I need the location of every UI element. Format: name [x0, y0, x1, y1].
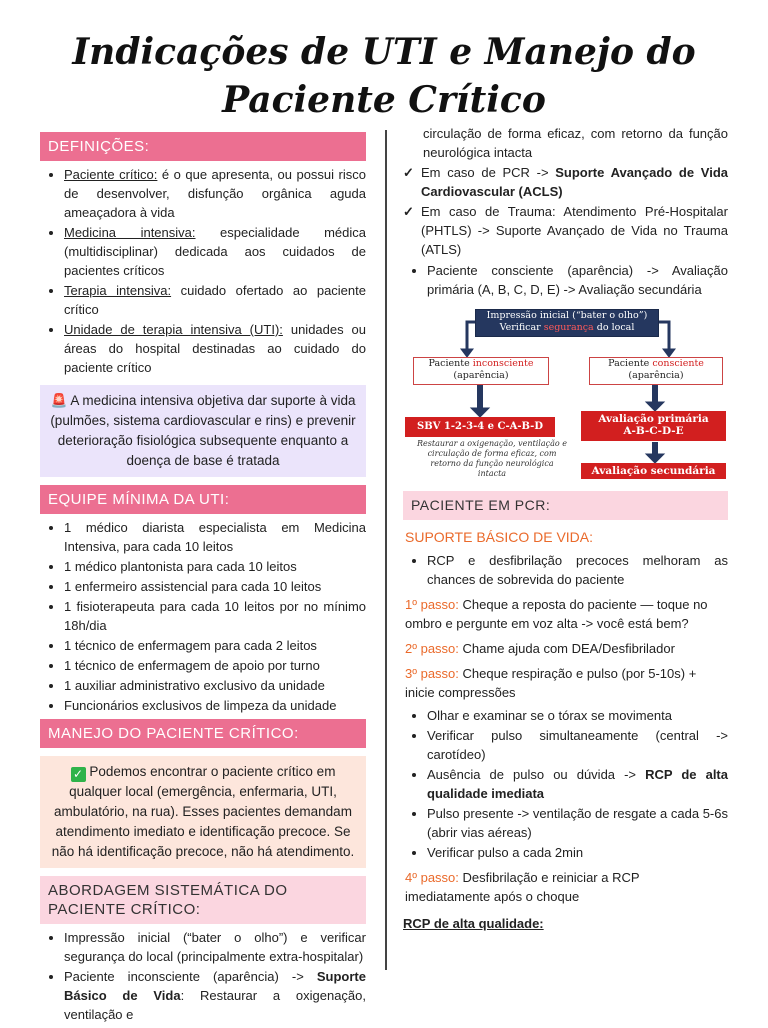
check-item-pcr [403, 163, 728, 201]
definicao-term: Medicina intensiva: [64, 225, 196, 240]
flow-avaliacao-primaria-line1: Avaliação primária [598, 413, 709, 425]
equipe-item: • 1 enfermeiro assistencial para cada 10 leitos [64, 577, 366, 596]
flow-seguranca: segurança [543, 322, 594, 333]
definicao-text: é o que apresenta, ou possui risco de desenvolver, disfunção orgânica aguda ameaçadora à vida [64, 167, 366, 220]
definicao-text: especialidade médica (multidisciplinar) dedicada aos cuidados de pacientes críticos [64, 225, 366, 278]
siren-icon: 🚨 [50, 393, 68, 408]
right-column [403, 124, 728, 933]
equipe-item: • 1 técnico de enfermagem para cada 2 leitos [64, 636, 366, 655]
definicao-item [64, 320, 366, 377]
equipe-item: • 1 técnico de enfermagem de apoio por turno [64, 656, 366, 675]
step-3-item [427, 765, 728, 803]
abordagem-sbv: Suporte Básico de Vida [64, 969, 366, 1003]
definicao-item [64, 281, 366, 319]
flow-consciente-line2: (aparência) [628, 370, 684, 381]
step-2 [405, 639, 728, 658]
flow-inconsciente-word: inconsciente [472, 358, 534, 369]
consciente-item: • Paciente consciente (aparência) -> Avaliação primária (A, B, C, D, E) -> Avaliação secundária [427, 261, 728, 299]
title-line-2: Paciente Crítico [222, 79, 546, 121]
equipe-item: • 1 auxiliar administrativo exclusivo da unidade [64, 676, 366, 695]
sbv-item: • RCP e desfibrilação precoces melhoram as chances de sobrevida do paciente [427, 551, 728, 589]
step-1-label: 1º passo: [405, 597, 459, 612]
step-4-text: Desfibrilação e reiniciar a RCP imediatamente após o choque [405, 870, 640, 904]
flow-sbv-label: SBV 1-2-3-4 e C-A-B-D [416, 421, 543, 432]
flow-sbv-box [405, 417, 555, 437]
flow-avaliacao-primaria-line2: A-B-C-D-E [623, 425, 684, 437]
flow-avaliacao-secundaria-box [581, 463, 726, 479]
abordagem-text: Paciente inconsciente (aparência) -> [64, 969, 317, 984]
flow-consciente-line1 [590, 358, 722, 370]
equipe-item: • Funcionários exclusivos de limpeza da unidade [64, 696, 366, 715]
sbv-title: SUPORTE BÁSICO DE VIDA: [405, 529, 594, 545]
flow-inconsciente-box [413, 357, 549, 385]
flow-impressao-line1: Impressão inicial (“bater o olho”) [486, 310, 648, 321]
title-line-1: Indicações de UTI e Manejo do [72, 31, 696, 73]
consciente-list [403, 261, 728, 299]
check-list [403, 163, 728, 259]
step-1-text: Cheque a reposta do paciente — toque no ombro e pergunte em voz alta -> você está bem? [405, 597, 708, 631]
left-column [40, 132, 366, 1028]
manejo-header: MANEJO DO PACIENTE CRÍTICO: [40, 719, 366, 748]
manejo-box [40, 756, 366, 868]
definicoes-header: DEFINIÇÕES: [40, 132, 366, 161]
equipe-item: • 1 fisioterapeuta para cada 10 leitos por no mínimo 18h/dia [64, 597, 366, 635]
flow-note: Restaurar a oxigenação, ventilação e circulação de forma eficaz, com retorno da função neurológica intacta [417, 439, 567, 478]
abordagem-header: ABORDAGEM SISTEMÁTICA DO PACIENTE CRÍTICO: [40, 876, 366, 924]
flow-text: Paciente [608, 358, 653, 369]
step-4-label: 4º passo: [405, 870, 459, 885]
manejo-text: Podemos encontrar o paciente crítico em qualquer local (emergência, enfermaria, UTI, ambulatório, na rua). Esses pacientes demandam atendimento imediato e identificação precoce. Se não há identificação precoce, não há atendimento. [51, 764, 355, 859]
step-3-list [403, 706, 728, 862]
step-2-text: Chame ajuda com DEA/Desfibrilador [458, 641, 675, 656]
definicao-term: Unidade de terapia intensiva (UTI): [64, 322, 283, 337]
step-3-item: • Verificar pulso a cada 2min [427, 843, 728, 862]
sbv-list [403, 551, 728, 589]
flow-text: Paciente [428, 358, 473, 369]
check-pcr-acls: Suporte Avançado de Vida Cardiovascular (ACLS) [421, 165, 728, 199]
step-3-item: • Olhar e examinar se o tórax se movimenta [427, 706, 728, 725]
abordagem-item: • Impressão inicial (“bater o olho”) e verificar segurança do local (principalmente extra-hospitalar) [64, 928, 366, 966]
flow-consciente-word: consciente [652, 358, 704, 369]
abordagem-list [40, 928, 366, 1024]
check-pcr-text: Em caso de PCR -> [421, 165, 556, 180]
step-3-text: Ausência de pulso ou dúvida -> [427, 767, 646, 782]
step-4 [405, 868, 728, 906]
flow-avaliacao-primaria-box [581, 411, 726, 441]
step-2-label: 2º passo: [405, 641, 459, 656]
flow-inconsciente-line2: (aparência) [453, 370, 509, 381]
objetivo-text: A medicina intensiva objetiva dar suporte à vida (pulmões, sistema cardiovascular e rins) e prevenir deterioração fisiológica subsequente enquanto a doença de base é tratada [50, 393, 356, 468]
equipe-item: • 1 médico diarista especialista em Medicina Intensiva, para cada 10 leitos [64, 518, 366, 556]
step-3-label: 3º passo: [405, 666, 459, 681]
abordagem-text-end: : Restaurar a oxigenação, ventilação e [64, 988, 366, 1022]
pcr-header: PACIENTE EM PCR: [403, 491, 728, 520]
definicao-text: unidades ou áreas do hospital destinadas ao cuidado do paciente crítico [64, 322, 367, 375]
definicao-item [64, 165, 366, 222]
flow-text: Verificar [499, 322, 544, 333]
check-box-icon: ✓ [71, 767, 86, 782]
definicao-term: Paciente crítico: [64, 167, 158, 182]
page-title [0, 28, 768, 124]
rcp-title: RCP de alta qualidade: [403, 916, 544, 931]
flow-text: do local [593, 322, 635, 333]
step-3-rcp: RCP de alta qualidade imediata [427, 767, 728, 801]
flow-consciente-box [589, 357, 723, 385]
flow-avaliacao-secundaria-label: Avaliação secundária [591, 465, 716, 477]
flow-impressao-box [475, 309, 659, 337]
check-item-trauma: ✓ Em caso de Trauma: Atendimento Pré-Hospitalar (PHTLS) -> Suporte Avançado de Vida no Trauma (ATLS) [403, 202, 728, 259]
definicao-text: cuidado ofertado ao paciente crítico [64, 283, 366, 317]
step-3-text: Cheque respiração e pulso (por 5-10s) + inicie compressões [405, 666, 697, 700]
continuation-text: circulação de forma eficaz, com retorno da função neurológica intacta [423, 126, 728, 160]
step-3-item: • Pulso presente -> ventilação de resgate a cada 5-6s (abrir vias aéreas) [427, 804, 728, 842]
abordagem-item [64, 967, 366, 1024]
flow-impressao-line2 [476, 322, 658, 334]
column-divider [385, 130, 387, 970]
flow-inconsciente-line1 [414, 358, 548, 370]
objetivo-box [40, 385, 366, 477]
equipe-item: • 1 médico plantonista para cada 10 leitos [64, 557, 366, 576]
step-3 [405, 664, 728, 702]
definicoes-list [40, 165, 366, 377]
equipe-header: EQUIPE MÍNIMA DA UTI: [40, 485, 366, 514]
step-3-item: • Verificar pulso simultaneamente (central -> carotídeo) [427, 726, 728, 764]
equipe-list [40, 518, 366, 715]
definicao-item [64, 223, 366, 280]
step-1 [405, 595, 728, 633]
definicao-term: Terapia intensiva: [64, 283, 172, 298]
flowchart [403, 305, 728, 483]
